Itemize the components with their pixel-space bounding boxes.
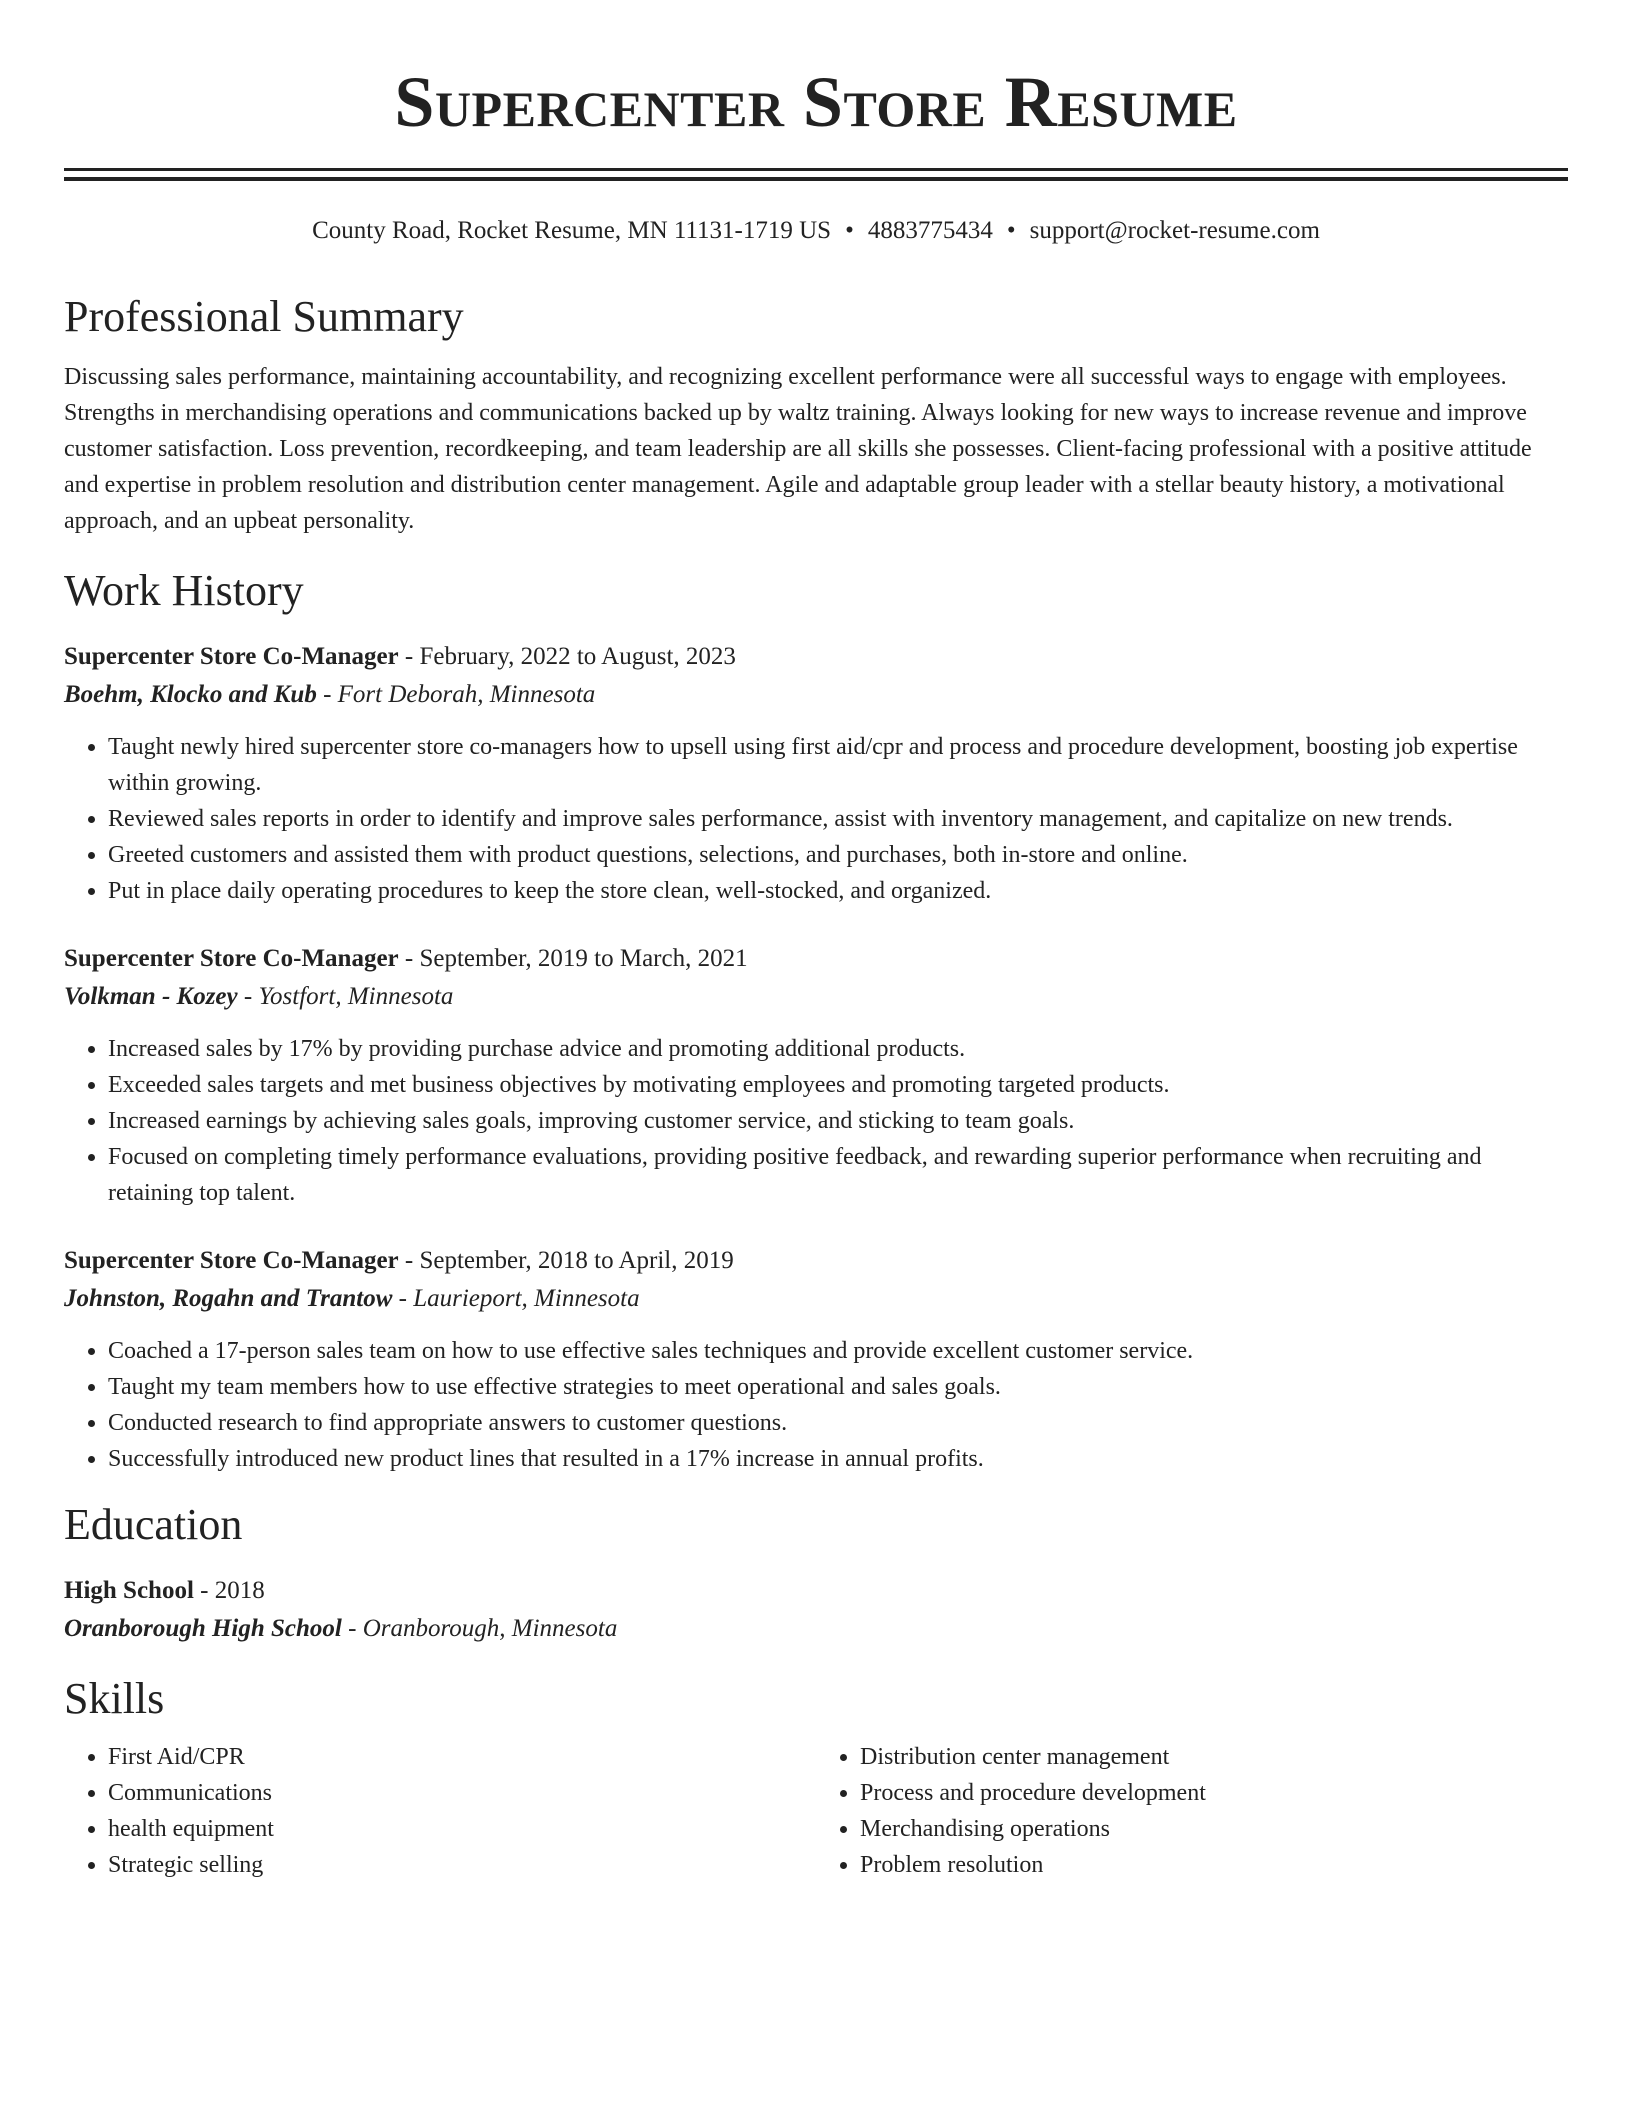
list-item: • Reviewed sales reports in order to identify and improve sales performance, assist with inventory management, and capitalize on new trends. bbox=[108, 801, 1568, 837]
summary-text: Discussing sales performance, maintaining accountability, and recognizing excellent performance were all successful ways to engage with employees. Strengths in merchandising operations and communications backed up by waltz training. Always looking for new ways to increase revenue and improve customer satisfaction. Loss prevention, recordkeeping, and team leadership are all skills she possesses. Client-facing professional with a positive attitude and expertise in problem resolution and distribution center management. Agile and adaptable group leader with a stellar beauty history, a motivational approach, and an upbeat personality. bbox=[64, 364, 1532, 534]
job-title: Supercenter Store Co-Manager bbox=[64, 945, 399, 972]
employer-name: Volkman - Kozey bbox=[64, 983, 238, 1010]
skills-list-right bbox=[816, 1739, 1568, 1883]
skills-columns bbox=[64, 1739, 1568, 1883]
skill-item: • First Aid/CPR bbox=[108, 1739, 816, 1775]
list-item: • Increased earnings by achieving sales goals, improving customer service, and sticking to team goals. bbox=[108, 1103, 1568, 1139]
work-history-heading: Work History bbox=[64, 566, 304, 615]
employer-line bbox=[64, 979, 1568, 1015]
employer-line bbox=[64, 677, 1568, 713]
job-title: Supercenter Store Co-Manager bbox=[64, 1247, 399, 1274]
contact-separator: • bbox=[1006, 217, 1016, 244]
education-school: Oranborough High School bbox=[64, 1615, 342, 1642]
skill-item: • Strategic selling bbox=[108, 1847, 816, 1883]
list-item: • Conducted research to find appropriate answers to customer questions. bbox=[108, 1405, 1568, 1441]
education-degree: High School bbox=[64, 1577, 194, 1604]
education-location: - Oranborough, Minnesota bbox=[341, 1615, 618, 1642]
education-degree-line bbox=[64, 1573, 1568, 1609]
contact-separator: • bbox=[845, 217, 854, 244]
contact-phone: 4883775434 bbox=[867, 217, 993, 244]
list-item: • Taught my team members how to use effective strategies to meet operational and sales goals. bbox=[108, 1369, 1568, 1405]
skill-item: • Communications bbox=[108, 1775, 816, 1811]
employer-name: Johnston, Rogahn and Trantow bbox=[64, 1285, 393, 1312]
job-dates: - September, 2018 to April, 2019 bbox=[398, 1247, 734, 1274]
title-rule-top bbox=[64, 168, 1568, 171]
job-title-line bbox=[64, 1243, 1568, 1279]
skill-item: • Problem resolution bbox=[860, 1847, 1568, 1883]
job-title: Supercenter Store Co-Manager bbox=[64, 643, 399, 670]
education-year: - 2018 bbox=[193, 1577, 265, 1604]
title-rule-bottom bbox=[64, 177, 1568, 181]
employer-location: - Yostfort, Minnesota bbox=[237, 983, 454, 1010]
list-item: • Coached a 17-person sales team on how to use effective sales techniques and provide excellent customer service. bbox=[108, 1333, 1568, 1369]
skill-item: • Process and procedure development bbox=[860, 1775, 1568, 1811]
list-item: • Taught newly hired supercenter store co-managers how to upsell using first aid/cpr and process and procedure development, boosting job expertise within growing. bbox=[108, 729, 1568, 801]
list-item: • Successfully introduced new product lines that resulted in a 17% increase in annual profits. bbox=[108, 1441, 1568, 1477]
employer-location: - Fort Deborah, Minnesota bbox=[316, 681, 596, 708]
skill-item: • Merchandising operations bbox=[860, 1811, 1568, 1847]
contact-line bbox=[64, 215, 1568, 247]
list-item: • Increased sales by 17% by providing purchase advice and promoting additional products. bbox=[108, 1031, 1568, 1067]
job-entry bbox=[64, 941, 1568, 1211]
education-heading: Education bbox=[64, 1500, 243, 1549]
job-title-line bbox=[64, 639, 1568, 675]
skills-list-left bbox=[64, 1739, 816, 1883]
job-entry bbox=[64, 639, 1568, 909]
job-bullets bbox=[64, 1333, 1568, 1477]
job-entry bbox=[64, 1243, 1568, 1477]
list-item: • Greeted customers and assisted them with product questions, selections, and purchases, both in-store and online. bbox=[108, 837, 1568, 873]
skills-heading: Skills bbox=[64, 1674, 165, 1723]
list-item: • Put in place daily operating procedures to keep the store clean, well-stocked, and organized. bbox=[108, 873, 1568, 909]
employer-name: Boehm, Klocko and Kub bbox=[64, 681, 317, 708]
job-title-line bbox=[64, 941, 1568, 977]
summary-heading: Professional Summary bbox=[64, 292, 464, 341]
job-dates: - February, 2022 to August, 2023 bbox=[398, 643, 736, 670]
page-title: Supercenter Store Resume bbox=[394, 62, 1238, 142]
contact-email: support@rocket-resume.com bbox=[1029, 217, 1320, 244]
contact-address: County Road, Rocket Resume, MN 11131-1719 US bbox=[312, 217, 832, 244]
employer-line bbox=[64, 1281, 1568, 1317]
job-bullets bbox=[64, 729, 1568, 909]
skill-item: • health equipment bbox=[108, 1811, 816, 1847]
job-dates: - September, 2019 to March, 2021 bbox=[398, 945, 748, 972]
list-item: • Focused on completing timely performance evaluations, providing positive feedback, and rewarding superior performance when recruiting and retaining top talent. bbox=[108, 1139, 1568, 1211]
employer-location: - Laurieport, Minnesota bbox=[392, 1285, 640, 1312]
skill-item: • Distribution center management bbox=[860, 1739, 1568, 1775]
list-item: • Exceeded sales targets and met business objectives by motivating employees and promoting targeted products. bbox=[108, 1067, 1568, 1103]
education-school-line bbox=[64, 1611, 1568, 1647]
job-bullets bbox=[64, 1031, 1568, 1211]
